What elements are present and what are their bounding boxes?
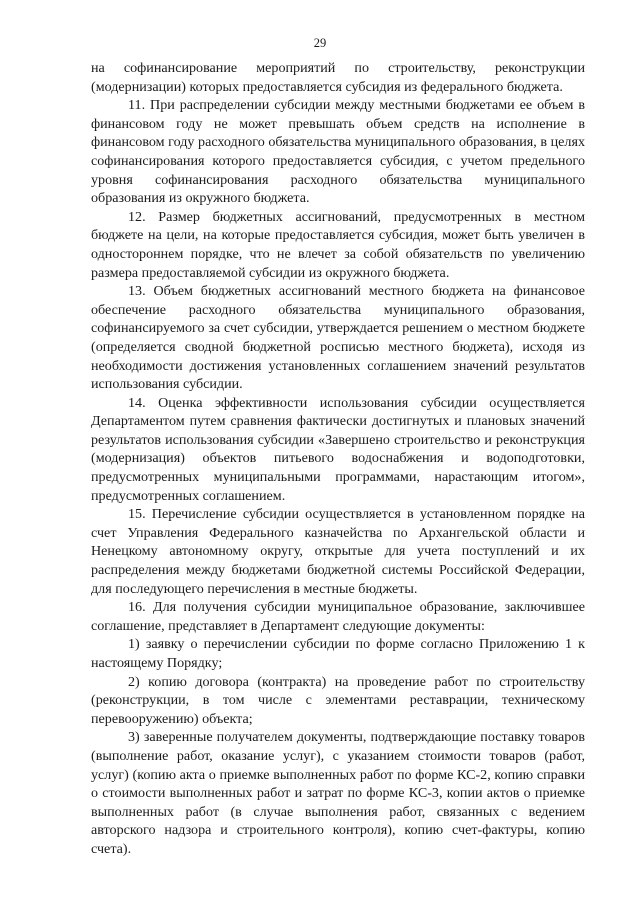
list-item-2: 2) копию договора (контракта) на проведение работ по строительству (реконструкции, в том числе с элементами реставрации, техническому перевооружению) объекта;	[91, 673, 585, 727]
paragraph-13: 13. Объем бюджетных ассигнований местного бюджета на финансовое обеспечение расходного обязательства муниципального образования, софинансируемого за счет субсидии, утверждается решением о местном бюджете (определяется сводной бюджетной росписью местного бюджета), исходя из необходимости достижения установленных соглашением значений результатов использования субсидии.	[91, 283, 585, 393]
paragraph-16: 16. Для получения субсидии муниципальное образование, заключившее соглашение, представляет в Департамент следующие документы:	[91, 599, 585, 634]
paragraph-15: 15. Перечисление субсидии осуществляется в установленном порядке на счет Управления Федерального казначейства по Архангельской области и Ненецкому автономному округу, открытые для учета поступлений и их распределения между бюджетами бюджетной системы Российской Федерации, для последующего перечисления в местные бюджеты.	[91, 506, 585, 597]
page-number: 29	[313, 36, 327, 50]
list-item-3: 3) заверенные получателем документы, подтверждающие поставку товаров (выполнение работ, оказание услуг), с указанием стоимости товаров (работ, услуг) (копию акта о приемке выполненных работ по форме КС-2, копию справки о стоимости выполненных работ и затрат по форме КС-3, копии актов о приемке выполненных работ (в случае выполнения работ, связанных с ведением авторского надзора и строительного контроля), копию счет-фактуры, копию счета).	[91, 729, 585, 857]
paragraph-11: 11. При распределении субсидии между местными бюджетами ее объем в финансовом году не может превышать объем средств на исполнение в финансовом году расходного обязательства муниципального образования, в целях софинансирования которого предоставляется субсидия, с учетом предельного уровня софинансирования расходного обязательства муниципального образования из окружного бюджета.	[91, 97, 585, 207]
paragraph-continuation: на софинансирование мероприятий по строительству, реконструкции (модернизации) которых предоставляется субсидия из федерального бюджета.	[91, 60, 585, 95]
list-item-1: 1) заявку о перечислении субсидии по форме согласно Приложению 1 к настоящему Порядку;	[91, 636, 585, 671]
paragraph-14: 14. Оценка эффективности использования субсидии осуществляется Департаментом путем сравнения фактически достигнутых и плановых значений результатов использования субсидии «Завершено строительство и реконструкция (модернизация) объектов питьевого водоснабжения и водоподготовки, предусмотренных муниципальными программами, нарастающим итогом», предусмотренных соглашением.	[91, 394, 585, 504]
paragraph-12: 12. Размер бюджетных ассигнований, предусмотренных в местном бюджете на цели, на которые предоставляется субсидия, может быть увеличен в одностороннем порядке, что не влечет за собой обязательств по увеличению размера предоставляемой субсидии из окружного бюджета.	[91, 208, 585, 281]
document-body	[91, 59, 585, 859]
